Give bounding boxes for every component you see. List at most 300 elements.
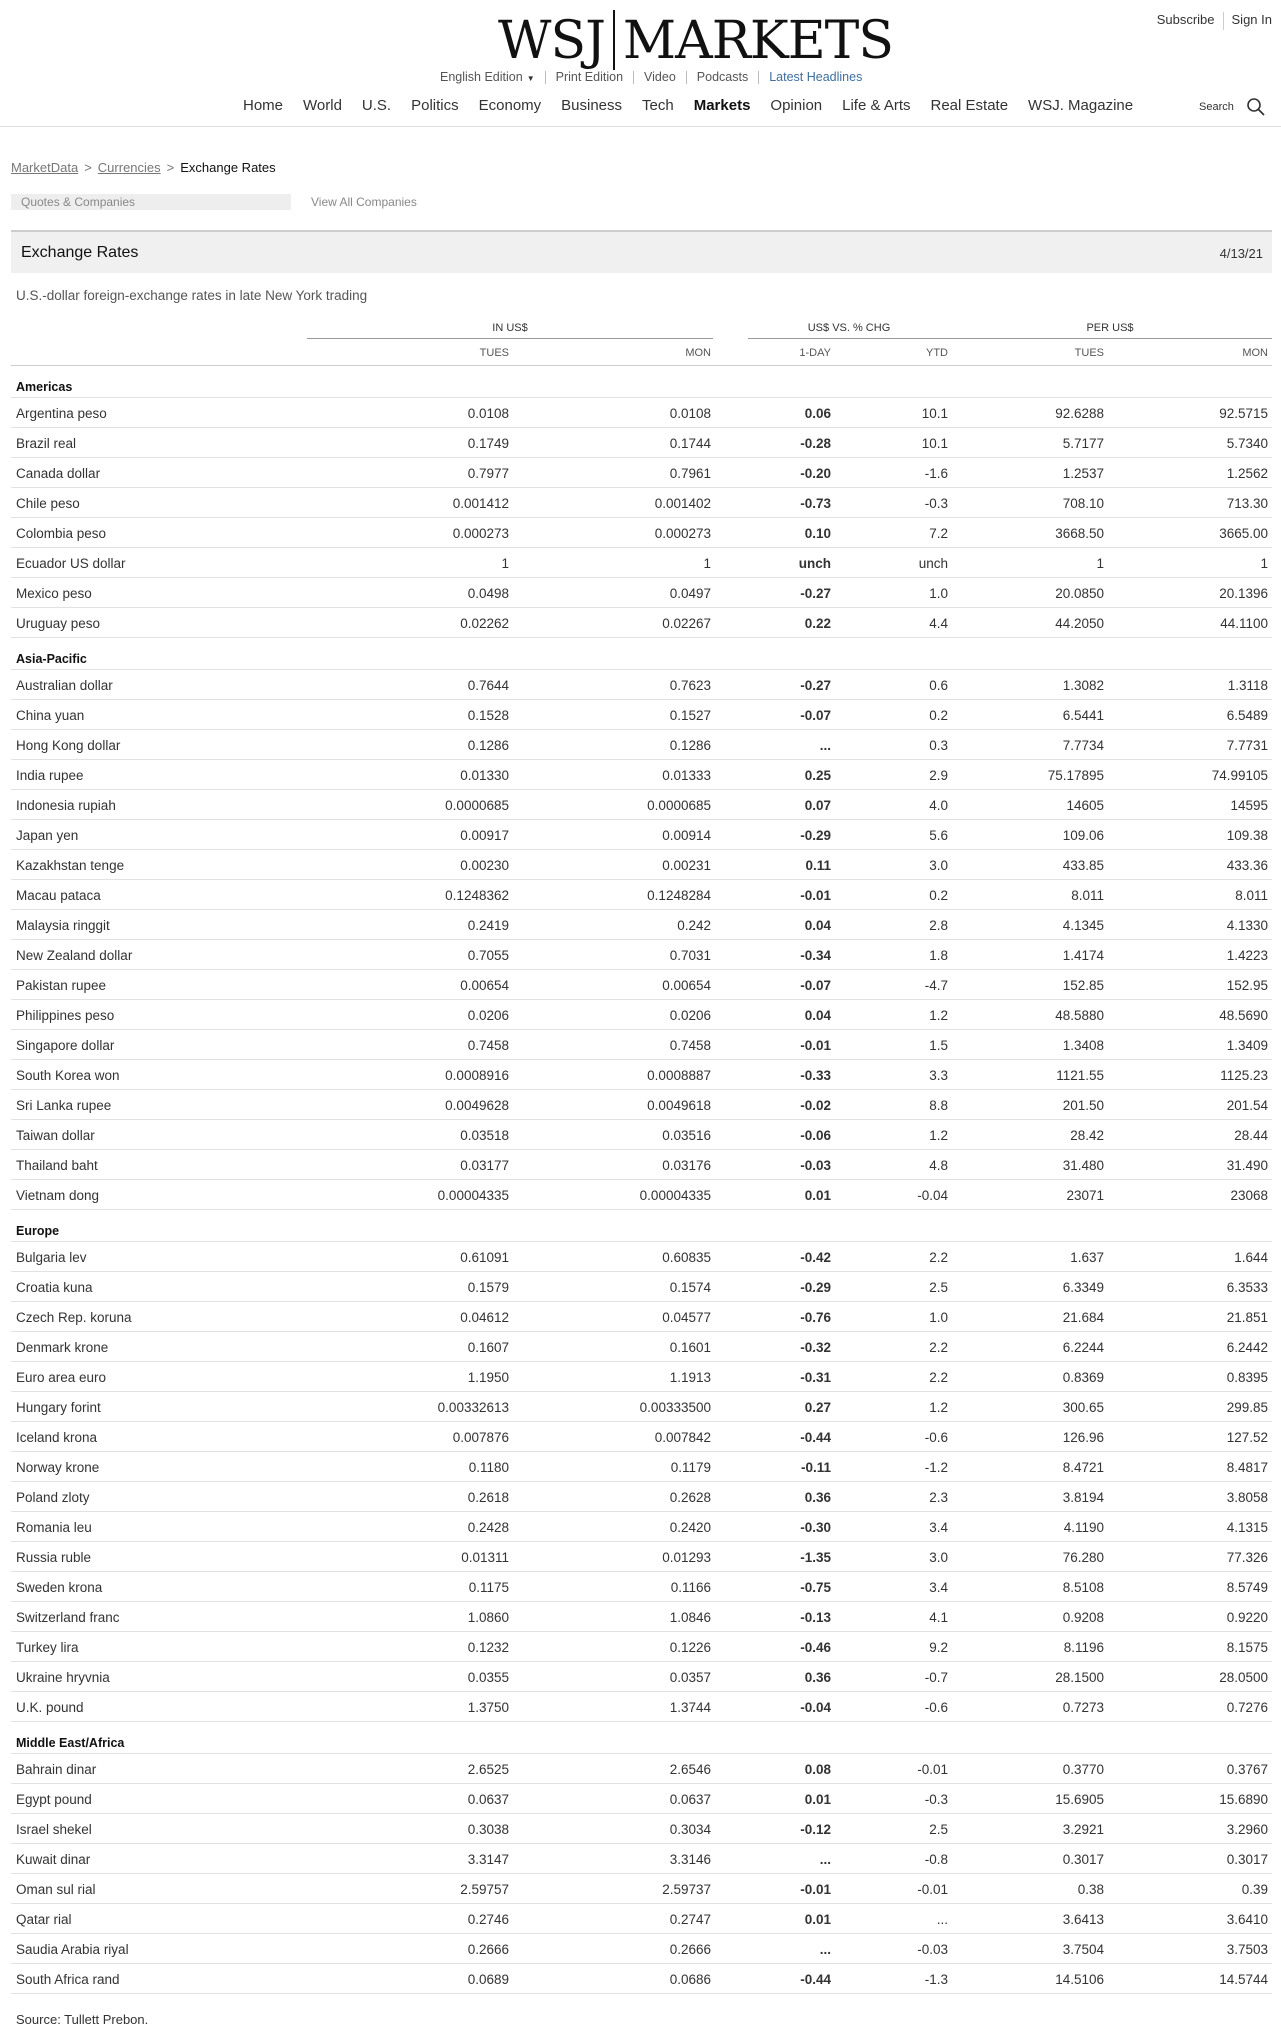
table-row xyxy=(11,578,1272,608)
chg-ytd: 0.3 xyxy=(929,738,948,753)
in-us-tues: 0.03518 xyxy=(460,1128,509,1143)
in-us-tues: 0.01311 xyxy=(461,1550,509,1565)
nav-item-opinion[interactable]: Opinion xyxy=(770,97,823,114)
chg-1day: 0.36 xyxy=(804,1490,831,1505)
logo-markets: MARKETS xyxy=(622,11,893,71)
chg-ytd: 10.1 xyxy=(921,406,948,421)
currency-name: Iceland krona xyxy=(16,1430,98,1445)
per-us-mon: 299.85 xyxy=(1226,1400,1268,1415)
per-us-tues: 4.1345 xyxy=(1062,918,1104,933)
in-us-tues: 0.2419 xyxy=(467,918,509,933)
table-row xyxy=(11,1150,1272,1180)
table-row xyxy=(11,880,1272,910)
per-us-mon: 74.99105 xyxy=(1211,768,1268,783)
nav-item-economy[interactable]: Economy xyxy=(478,97,542,114)
table-row xyxy=(11,1302,1272,1332)
in-us-tues: 0.00654 xyxy=(460,978,509,993)
divider xyxy=(633,71,634,84)
chg-1day: -0.01 xyxy=(800,1038,831,1053)
per-us-mon: 3.7503 xyxy=(1226,1942,1268,1957)
per-us-mon: 77.326 xyxy=(1226,1550,1268,1565)
in-us-tues: 0.0498 xyxy=(467,586,509,601)
in-us-mon: 1.1913 xyxy=(669,1370,711,1385)
per-us-mon: 3.6410 xyxy=(1226,1912,1268,1927)
chg-ytd: 1.2 xyxy=(929,1400,948,1415)
chg-1day: -0.32 xyxy=(800,1340,831,1355)
sign-in-link[interactable]: Sign In xyxy=(1231,12,1272,27)
chg-1day: -0.12 xyxy=(800,1822,831,1837)
per-us-tues: 3.8194 xyxy=(1062,1490,1104,1505)
section-header xyxy=(11,366,1272,398)
latest-headlines-link[interactable]: Latest Headlines xyxy=(769,70,863,84)
in-us-mon: 0.7031 xyxy=(669,948,711,963)
per-us-tues: 7.7734 xyxy=(1062,738,1104,753)
chg-ytd: -0.8 xyxy=(924,1852,948,1867)
nav-item-markets[interactable]: Markets xyxy=(693,97,751,114)
currency-name: New Zealand dollar xyxy=(16,948,133,963)
currency-name: U.K. pound xyxy=(16,1700,84,1715)
currency-name: Bahrain dinar xyxy=(16,1762,97,1777)
breadcrumb-marketdata[interactable]: MarketData xyxy=(11,160,79,175)
chg-ytd: -1.2 xyxy=(924,1460,948,1475)
per-us-tues: 0.9208 xyxy=(1062,1610,1104,1625)
per-us-tues: 708.10 xyxy=(1062,496,1104,511)
in-us-mon: 0.1744 xyxy=(669,436,711,451)
table-row xyxy=(11,1422,1272,1452)
in-us-mon: 1.3744 xyxy=(669,1700,711,1715)
section-header xyxy=(11,1722,1272,1754)
per-us-mon: 5.7340 xyxy=(1226,436,1268,451)
chg-ytd: -0.04 xyxy=(917,1188,948,1203)
chg-1day: ... xyxy=(819,738,831,753)
table-row xyxy=(11,398,1272,428)
chg-1day: 0.22 xyxy=(804,616,831,631)
per-us-tues: 8.1196 xyxy=(1063,1640,1104,1655)
per-us-mon: 4.1315 xyxy=(1226,1520,1268,1535)
quotes-search-input[interactable]: Quotes & Companies xyxy=(11,194,291,210)
chg-ytd: 2.5 xyxy=(929,1822,948,1837)
chg-ytd: unch xyxy=(918,556,948,571)
table-row xyxy=(11,1844,1272,1874)
in-us-mon: 1.0846 xyxy=(669,1610,711,1625)
section-header xyxy=(11,638,1272,670)
per-us-tues: 3.7504 xyxy=(1062,1942,1104,1957)
nav-item-business[interactable]: Business xyxy=(561,97,623,114)
table-row xyxy=(11,1964,1272,1994)
currency-name: South Korea won xyxy=(16,1068,120,1083)
logo-divider xyxy=(613,10,615,70)
in-us-mon: 0.0637 xyxy=(669,1792,711,1807)
chg-1day: -0.04 xyxy=(800,1700,831,1715)
per-us-tues: 75.17895 xyxy=(1047,768,1104,783)
table-row xyxy=(11,760,1272,790)
chg-ytd: 10.1 xyxy=(921,436,948,451)
chg-ytd: 3.4 xyxy=(929,1520,948,1535)
table-row xyxy=(11,1572,1272,1602)
in-us-tues: 0.00004335 xyxy=(437,1188,509,1203)
header-divider xyxy=(0,126,1281,127)
chg-ytd: -0.6 xyxy=(924,1700,948,1715)
group-vs-chg: US$ VS. % CHG xyxy=(807,322,891,334)
search-icon[interactable] xyxy=(1246,97,1266,117)
chg-ytd: 4.0 xyxy=(929,798,948,813)
chg-1day: ... xyxy=(819,1942,831,1957)
per-us-tues: 152.85 xyxy=(1062,978,1104,993)
subscribe-link[interactable]: Subscribe xyxy=(1156,12,1215,27)
in-us-mon: 0.0049618 xyxy=(647,1098,711,1113)
in-us-mon: 0.03516 xyxy=(662,1128,711,1143)
table-row xyxy=(11,1632,1272,1662)
currency-name: Euro area euro xyxy=(16,1370,107,1385)
per-us-mon: 3.2960 xyxy=(1226,1822,1268,1837)
chg-ytd: -0.3 xyxy=(924,1792,948,1807)
print-edition-link[interactable]: Print Edition xyxy=(555,70,624,84)
table-row xyxy=(11,1272,1272,1302)
per-us-tues: 201.50 xyxy=(1062,1098,1104,1113)
table-row xyxy=(11,1754,1272,1784)
in-us-tues: 0.1248362 xyxy=(445,888,509,903)
per-us-mon: 6.5489 xyxy=(1226,708,1268,723)
chg-ytd: 4.4 xyxy=(929,616,948,631)
chg-1day: 0.36 xyxy=(804,1670,831,1685)
table-row xyxy=(11,1090,1272,1120)
in-us-tues: 0.00332613 xyxy=(437,1400,509,1415)
table-row xyxy=(11,518,1272,548)
per-us-tues: 109.06 xyxy=(1062,828,1104,843)
in-us-tues: 1 xyxy=(501,556,509,571)
nav-item-home[interactable]: Home xyxy=(243,97,284,114)
chg-ytd: 1.8 xyxy=(929,948,948,963)
currency-name: China yuan xyxy=(16,708,85,723)
per-us-mon: 1.3409 xyxy=(1226,1038,1268,1053)
table-row xyxy=(11,1784,1272,1814)
nav-item-u-s[interactable]: U.S. xyxy=(361,97,392,114)
in-us-mon: 0.7961 xyxy=(669,466,711,481)
page-title: Exchange Rates xyxy=(21,244,139,261)
per-us-mon: 3.8058 xyxy=(1226,1490,1268,1505)
per-us-tues: 3668.50 xyxy=(1055,526,1104,541)
currency-name: Sweden krona xyxy=(16,1580,103,1595)
in-us-mon: 0.0357 xyxy=(669,1670,711,1685)
in-us-mon: 0.1166 xyxy=(670,1580,711,1595)
per-us-tues: 8.5108 xyxy=(1062,1580,1104,1595)
per-us-tues: 28.1500 xyxy=(1055,1670,1104,1685)
wsj-markets-logo[interactable] xyxy=(498,10,893,72)
chg-1day: -0.33 xyxy=(800,1068,831,1083)
col-in-mon[interactable]: MON xyxy=(685,347,711,359)
col-per-mon[interactable]: MON xyxy=(1242,347,1268,359)
table-row xyxy=(11,730,1272,760)
per-us-tues: 14605 xyxy=(1066,798,1104,813)
currency-name: Thailand baht xyxy=(16,1158,98,1173)
per-us-mon: 6.2442 xyxy=(1226,1340,1268,1355)
source-note: Source: Tullett Prebon. xyxy=(16,2012,149,2027)
table-row xyxy=(11,820,1272,850)
currency-name: Indonesia rupiah xyxy=(16,798,116,813)
in-us-mon: 0.2420 xyxy=(669,1520,711,1535)
currency-name: Uruguay peso xyxy=(16,616,101,631)
currency-name: Japan yen xyxy=(16,828,79,843)
per-us-tues: 44.2050 xyxy=(1055,616,1104,631)
table-row xyxy=(11,850,1272,880)
table-row xyxy=(11,700,1272,730)
per-us-tues: 0.8369 xyxy=(1062,1370,1104,1385)
search-label[interactable]: Search xyxy=(1199,101,1234,113)
per-us-mon: 8.5749 xyxy=(1226,1580,1268,1595)
currency-name: Mexico peso xyxy=(16,586,92,601)
currency-name: Australian dollar xyxy=(16,678,113,693)
in-us-tues: 0.000273 xyxy=(452,526,509,541)
in-us-tues: 3.3147 xyxy=(467,1852,509,1867)
chg-ytd: 1.0 xyxy=(929,1310,948,1325)
table-row xyxy=(11,1904,1272,1934)
per-us-mon: 20.1396 xyxy=(1219,586,1268,601)
table-row xyxy=(11,790,1272,820)
chg-ytd: 3.0 xyxy=(929,1550,948,1565)
video-link[interactable]: Video xyxy=(644,70,676,84)
per-us-tues: 1.3408 xyxy=(1062,1038,1104,1053)
currency-name: Denmark krone xyxy=(16,1340,109,1355)
table-row xyxy=(11,1814,1272,1844)
table-row xyxy=(11,458,1272,488)
in-us-mon: 0.00654 xyxy=(662,978,711,993)
chg-ytd: 4.8 xyxy=(929,1158,948,1173)
nav-item-politics[interactable]: Politics xyxy=(411,97,459,114)
col-1day[interactable]: 1-DAY xyxy=(799,347,831,359)
per-us-mon: 23068 xyxy=(1230,1188,1268,1203)
currency-name: Vietnam dong xyxy=(16,1188,100,1203)
table-row xyxy=(11,548,1272,578)
currency-name: Malaysia ringgit xyxy=(16,918,110,933)
per-us-tues: 31.480 xyxy=(1062,1158,1104,1173)
chg-ytd: 1.2 xyxy=(929,1008,948,1023)
currency-name: Kuwait dinar xyxy=(16,1852,91,1867)
table-row xyxy=(11,1542,1272,1572)
per-us-mon: 0.39 xyxy=(1241,1882,1268,1897)
in-us-mon: 0.001402 xyxy=(654,496,711,511)
in-us-mon: 0.242 xyxy=(677,918,711,933)
in-us-tues: 0.1175 xyxy=(468,1580,509,1595)
chg-1day: 0.06 xyxy=(804,406,831,421)
in-us-mon: 2.59737 xyxy=(662,1882,711,1897)
table-row xyxy=(11,1482,1272,1512)
per-us-tues: 21.684 xyxy=(1062,1310,1104,1325)
chg-1day: -0.03 xyxy=(800,1158,831,1173)
col-per-tues[interactable]: TUES xyxy=(1074,347,1104,359)
currency-name: Russia ruble xyxy=(16,1550,92,1565)
per-us-mon: 1125.23 xyxy=(1220,1068,1268,1083)
per-us-tues: 8.011 xyxy=(1071,888,1104,903)
per-us-mon: 109.38 xyxy=(1226,828,1268,843)
nav-item-world[interactable]: World xyxy=(303,97,342,114)
view-all-companies-link[interactable]: View All Companies xyxy=(311,195,417,209)
chg-ytd: 0.6 xyxy=(929,678,948,693)
per-us-mon: 201.54 xyxy=(1226,1098,1268,1113)
in-us-mon: 0.01293 xyxy=(662,1550,711,1565)
table-row xyxy=(11,970,1272,1000)
col-in-tues[interactable]: TUES xyxy=(479,347,509,359)
per-us-mon: 48.5690 xyxy=(1219,1008,1268,1023)
column-header-row xyxy=(11,338,1272,366)
nav-item-real-estate[interactable]: Real Estate xyxy=(930,97,1009,114)
chg-1day: -0.46 xyxy=(800,1640,831,1655)
breadcrumb-current: Exchange Rates xyxy=(180,160,276,175)
per-us-mon: 15.6890 xyxy=(1219,1792,1268,1807)
chg-1day: -0.34 xyxy=(800,948,831,963)
table-row xyxy=(11,1692,1272,1722)
currency-name: Canada dollar xyxy=(16,466,101,481)
currency-name: Colombia peso xyxy=(16,526,107,541)
table-row xyxy=(11,1242,1272,1272)
chg-ytd: -0.7 xyxy=(924,1670,948,1685)
table-row xyxy=(11,1120,1272,1150)
chg-ytd: 0.2 xyxy=(929,888,948,903)
table-row xyxy=(11,488,1272,518)
chg-ytd: 8.8 xyxy=(929,1098,948,1113)
in-us-mon: 0.2747 xyxy=(669,1912,711,1927)
currency-name: Ukraine hryvnia xyxy=(16,1670,110,1685)
currency-name: Saudia Arabia riyal xyxy=(16,1942,129,1957)
chg-1day: -0.11 xyxy=(800,1460,831,1475)
breadcrumb-currencies[interactable]: Currencies xyxy=(97,160,161,175)
per-us-mon: 14595 xyxy=(1230,798,1268,813)
in-us-tues: 0.0108 xyxy=(467,406,509,421)
nav-item-tech[interactable]: Tech xyxy=(642,97,674,114)
table-row xyxy=(11,940,1272,970)
table-row xyxy=(11,1180,1272,1210)
per-us-mon: 4.1330 xyxy=(1226,918,1268,933)
chg-ytd: 1.5 xyxy=(929,1038,948,1053)
in-us-mon: 0.00333500 xyxy=(639,1400,711,1415)
col-ytd[interactable]: YTD xyxy=(926,347,948,359)
currency-name: Chile peso xyxy=(16,496,80,511)
per-us-tues: 433.85 xyxy=(1062,858,1104,873)
in-us-tues: 0.1579 xyxy=(467,1280,509,1295)
group-header-row xyxy=(11,318,1272,338)
in-us-mon: 0.0686 xyxy=(669,1972,711,1987)
per-us-tues: 3.6413 xyxy=(1062,1912,1104,1927)
in-us-tues: 0.03177 xyxy=(460,1158,509,1173)
in-us-tues: 0.7055 xyxy=(467,948,509,963)
section-title: Americas xyxy=(16,380,73,394)
per-us-tues: 126.96 xyxy=(1062,1430,1104,1445)
chg-1day: -0.20 xyxy=(800,466,831,481)
chg-1day: 0.04 xyxy=(804,1008,831,1023)
in-us-tues: 1.3750 xyxy=(467,1700,509,1715)
nav-item-wsj-magazine[interactable]: WSJ. Magazine xyxy=(1028,97,1134,114)
per-us-tues: 4.1190 xyxy=(1063,1520,1104,1535)
in-us-tues: 0.2746 xyxy=(467,1912,509,1927)
per-us-mon: 92.5715 xyxy=(1219,406,1268,421)
divider xyxy=(758,71,759,84)
chg-1day: 0.11 xyxy=(805,858,831,873)
table-row xyxy=(11,608,1272,638)
in-us-tues: 0.7458 xyxy=(467,1038,509,1053)
table-row xyxy=(11,1332,1272,1362)
currency-name: Taiwan dollar xyxy=(16,1128,95,1143)
in-us-tues: 1.0860 xyxy=(467,1610,509,1625)
per-us-mon: 0.8395 xyxy=(1226,1370,1268,1385)
in-us-mon: 0.0008887 xyxy=(647,1068,711,1083)
per-us-mon: 1.3118 xyxy=(1227,678,1268,693)
chg-ytd: -1.6 xyxy=(924,466,948,481)
in-us-mon: 0.000273 xyxy=(654,526,711,541)
per-us-tues: 1121.55 xyxy=(1056,1068,1104,1083)
in-us-mon: 0.2628 xyxy=(669,1490,711,1505)
section-title: Europe xyxy=(16,1224,60,1238)
in-us-tues: 0.1607 xyxy=(467,1340,509,1355)
in-us-mon: 0.00914 xyxy=(662,828,711,843)
per-us-tues: 0.7273 xyxy=(1062,1700,1104,1715)
edition-select[interactable] xyxy=(440,70,535,84)
chg-1day: -0.28 xyxy=(800,436,831,451)
page-date: 4/13/21 xyxy=(1219,246,1263,261)
chg-ytd: -0.01 xyxy=(917,1762,948,1777)
in-us-tues: 0.0689 xyxy=(467,1972,509,1987)
per-us-tues: 28.42 xyxy=(1070,1128,1104,1143)
podcasts-link[interactable]: Podcasts xyxy=(696,70,749,84)
per-us-mon: 7.7731 xyxy=(1226,738,1268,753)
main-nav xyxy=(243,97,1133,114)
in-us-tues: 2.59757 xyxy=(460,1882,509,1897)
table-row xyxy=(11,1662,1272,1692)
divider xyxy=(1223,12,1224,30)
table-row xyxy=(11,670,1272,700)
in-us-mon: 0.04577 xyxy=(662,1310,711,1325)
in-us-tues: 0.2666 xyxy=(467,1942,509,1957)
in-us-mon: 0.1601 xyxy=(669,1340,711,1355)
per-us-mon: 44.1100 xyxy=(1220,616,1268,631)
chg-1day: 0.27 xyxy=(804,1400,831,1415)
caret-down-icon: ▼ xyxy=(526,74,535,83)
currency-name: Poland zloty xyxy=(16,1490,90,1505)
in-us-mon: 0.3034 xyxy=(669,1822,711,1837)
currency-name: Macau pataca xyxy=(16,888,101,903)
group-per-us: PER US$ xyxy=(1086,322,1134,334)
in-us-tues: 0.0008916 xyxy=(445,1068,509,1083)
in-us-mon: 0.1286 xyxy=(669,738,711,753)
currency-name: Croatia kuna xyxy=(16,1280,93,1295)
nav-item-life-arts[interactable]: Life & Arts xyxy=(842,97,911,114)
chg-1day: -0.44 xyxy=(800,1972,831,1987)
per-us-tues: 14.5106 xyxy=(1055,1972,1104,1987)
per-us-tues: 0.38 xyxy=(1077,1882,1104,1897)
in-us-tues: 0.0049628 xyxy=(445,1098,509,1113)
per-us-tues: 6.3349 xyxy=(1062,1280,1104,1295)
chg-ytd: 2.2 xyxy=(929,1250,948,1265)
chg-1day: 0.01 xyxy=(804,1188,831,1203)
chg-1day: 0.01 xyxy=(804,1792,831,1807)
in-us-mon: 3.3146 xyxy=(669,1852,711,1867)
per-us-mon: 0.3767 xyxy=(1226,1762,1268,1777)
currency-name: Norway krone xyxy=(16,1460,100,1475)
per-us-mon: 1.644 xyxy=(1234,1250,1268,1265)
in-us-mon: 0.00004335 xyxy=(639,1188,711,1203)
in-us-mon: 0.1248284 xyxy=(647,888,711,903)
chg-1day: -0.44 xyxy=(800,1430,831,1445)
per-us-mon: 127.52 xyxy=(1226,1430,1268,1445)
currency-name: Czech Rep. koruna xyxy=(16,1310,132,1325)
table-row xyxy=(11,1392,1272,1422)
page-title-bar xyxy=(11,230,1272,273)
chg-ytd: -0.6 xyxy=(924,1430,948,1445)
currency-name: Ecuador US dollar xyxy=(16,556,126,571)
per-us-mon: 152.95 xyxy=(1226,978,1268,993)
per-us-mon: 28.0500 xyxy=(1219,1670,1268,1685)
chg-ytd: 2.3 xyxy=(929,1490,948,1505)
divider xyxy=(545,71,546,84)
in-us-tues: 0.0355 xyxy=(467,1670,509,1685)
